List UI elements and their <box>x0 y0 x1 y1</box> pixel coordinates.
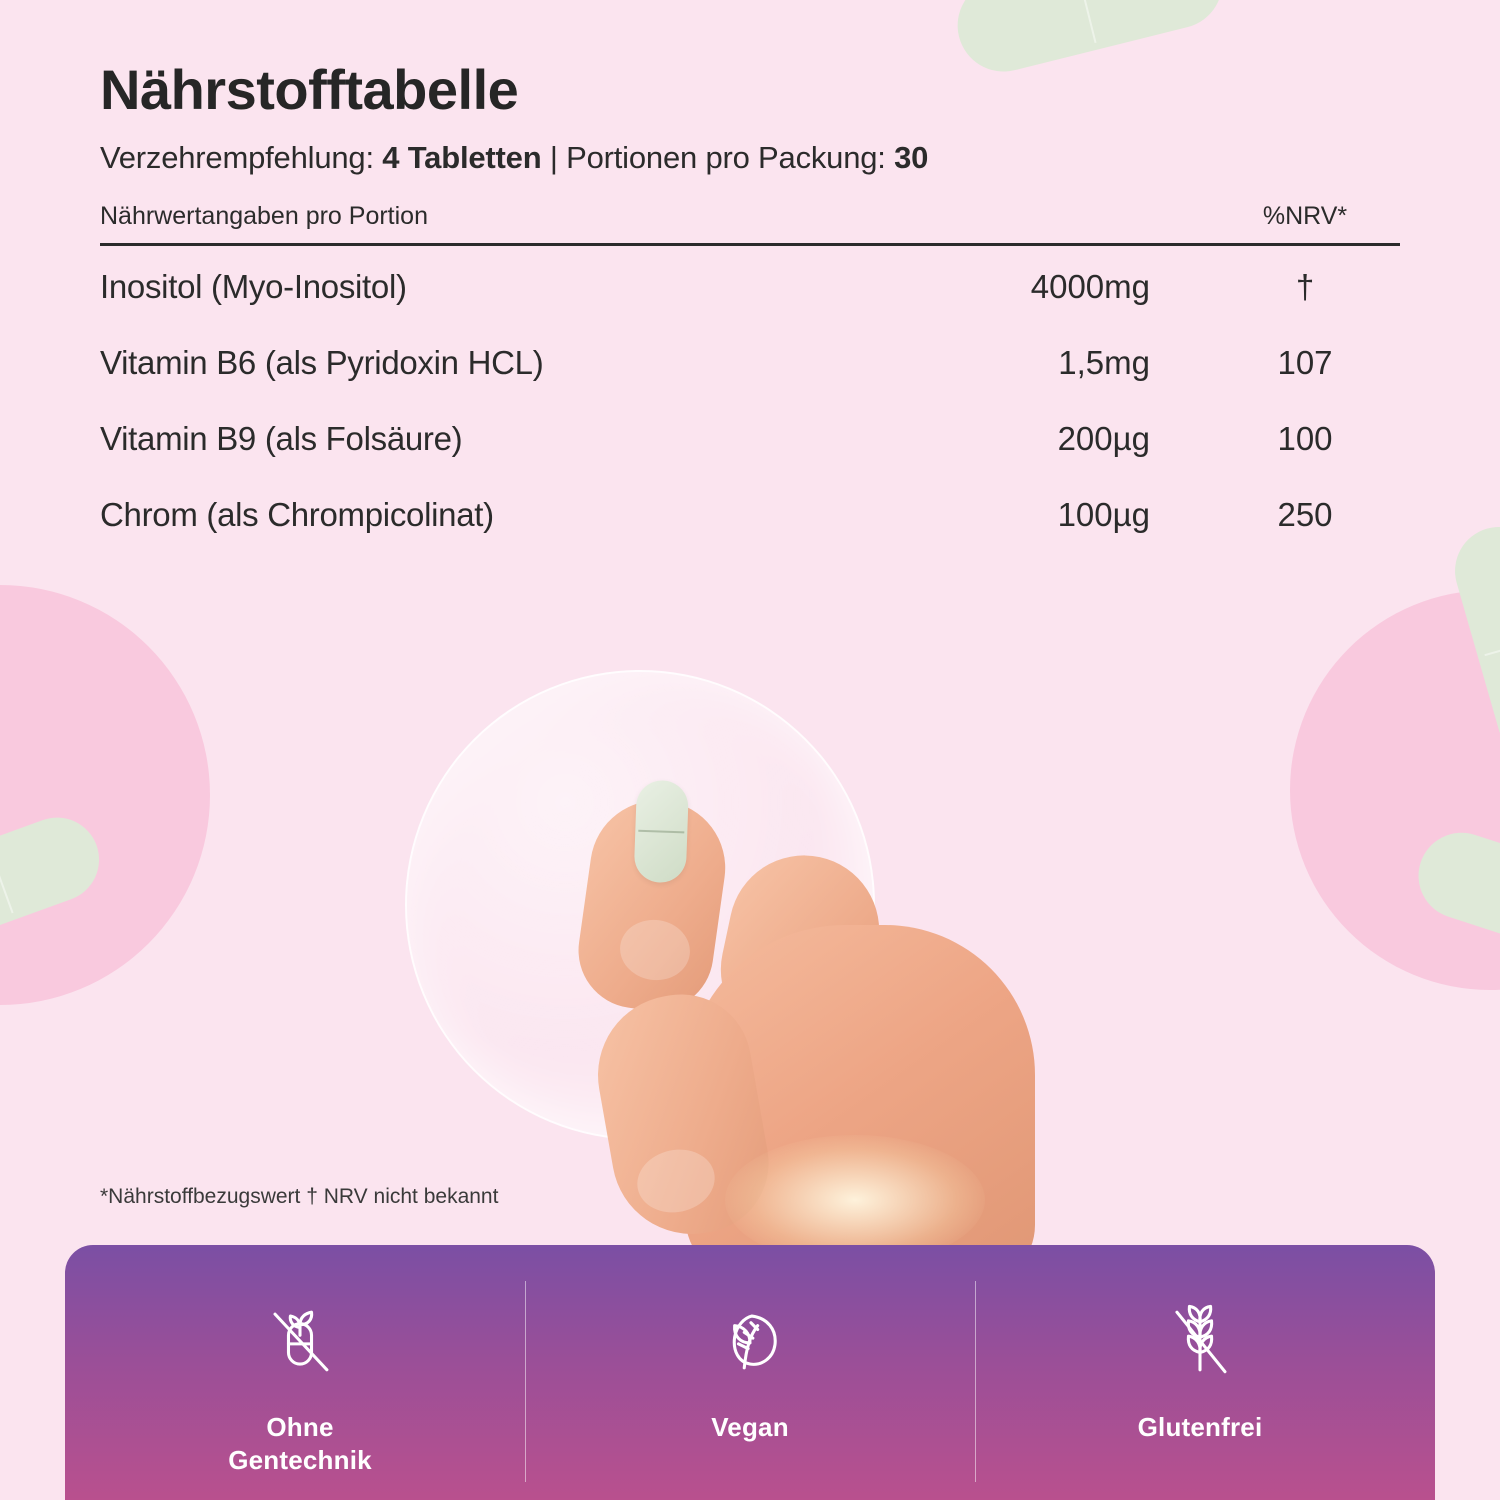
nutrient-amount: 1,5mg <box>1058 344 1150 382</box>
pink-circle-left <box>0 585 210 1005</box>
badge-bar <box>65 1245 1435 1500</box>
column-header-nrv: %NRV* <box>1262 202 1348 231</box>
badge-label: Ohne Gentechnik <box>228 1412 372 1475</box>
no-gmo-icon <box>252 1293 348 1389</box>
table-header-row <box>100 202 1400 246</box>
page-title: Nährstofftabelle <box>100 58 519 121</box>
nutrient-name: Vitamin B6 (als Pyridoxin HCL) <box>100 344 544 382</box>
servings-value: 30 <box>894 140 929 176</box>
badge-ohne-gentechnik <box>75 1275 525 1500</box>
serving-separator: | <box>541 140 567 176</box>
serving-prefix: Verzehrempfehlung: <box>100 140 383 176</box>
nutrient-nrv: 250 <box>1277 496 1333 534</box>
nutrient-amount: 100µg <box>1057 496 1150 534</box>
badge-label: Glutenfrei <box>1137 1412 1263 1442</box>
nutrient-amount: 200µg <box>1057 420 1150 458</box>
nutrient-nrv: 107 <box>1277 344 1333 382</box>
table-row <box>100 474 1400 550</box>
nutrient-name: Vitamin B9 (als Folsäure) <box>100 420 463 458</box>
pink-circle-right <box>1290 590 1500 990</box>
nutrition-table <box>100 202 1400 550</box>
no-gluten-icon <box>1152 1293 1248 1389</box>
table-row <box>100 246 1400 322</box>
nutrient-name: Chrom (als Chrompicolinat) <box>100 496 494 534</box>
badge-label: Vegan <box>711 1412 789 1442</box>
nutrient-name: Inositol (Myo-Inositol) <box>100 268 407 306</box>
nutrition-panel <box>0 0 1500 550</box>
table-row <box>100 398 1400 474</box>
table-row <box>100 322 1400 398</box>
serving-value: 4 Tabletten <box>382 140 542 176</box>
column-header-label: Nährwertangaben pro Portion <box>100 202 428 231</box>
serving-info <box>100 140 1400 176</box>
badge-vegan <box>525 1275 975 1500</box>
badge-glutenfrei <box>975 1275 1425 1500</box>
nutrient-nrv: 100 <box>1277 420 1333 458</box>
servings-prefix: Portionen pro Packung: <box>566 140 895 176</box>
nutrient-amount: 4000mg <box>1030 268 1150 306</box>
nutrient-nrv: † <box>1295 268 1315 306</box>
leaf-icon <box>702 1293 798 1389</box>
footnote: *Nährstoffbezugswert † NRV nicht bekannt <box>100 1185 499 1208</box>
